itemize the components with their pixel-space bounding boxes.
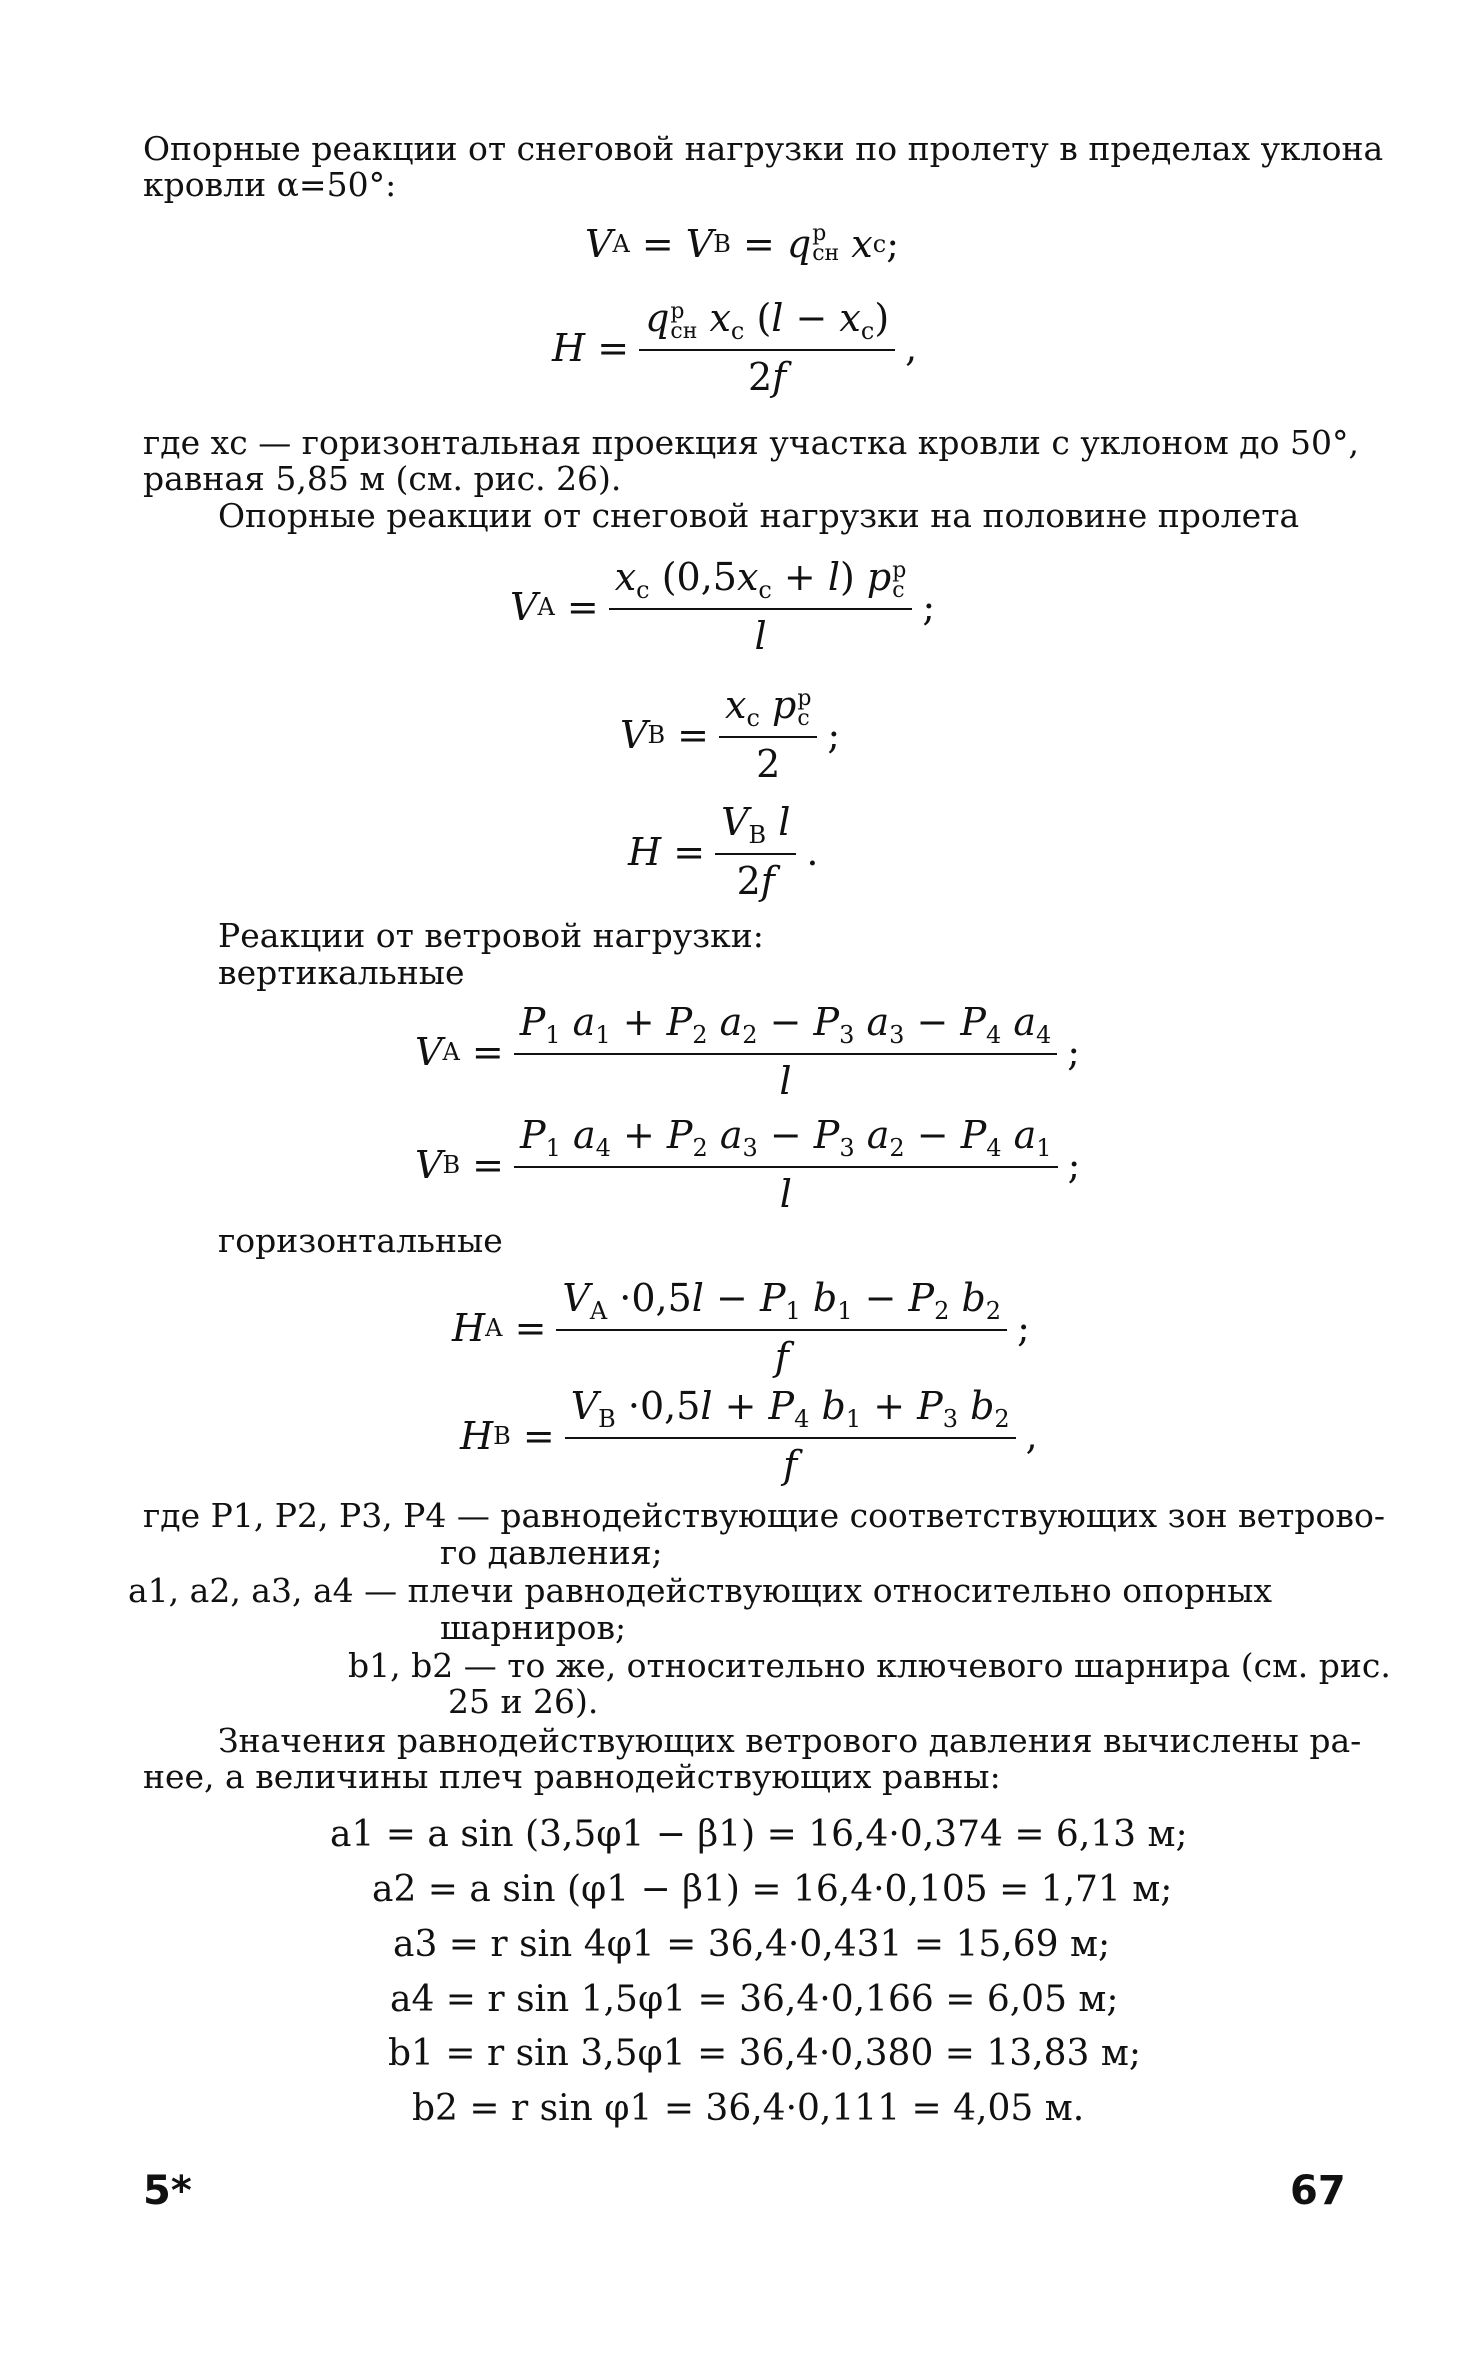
where-a-line2: шарниров; (440, 1608, 627, 1647)
where-b-line1: b1, b2 — то же, относительно ключевого шарнира (см. рис. (348, 1646, 1391, 1685)
formula-va-vb-snow: V A = V B = q р сн x с ; (585, 221, 899, 266)
formula-h-half: H = $\frac{V_B l}{2f}$ . (628, 800, 819, 903)
formula-b2: b2 = r sin φ1 = 36,4·0,111 = 4,05 м. (412, 2088, 1085, 2129)
paragraph-snow-half-span: Опорные реакции от снеговой нагрузки на половине пролета (218, 496, 1300, 535)
paragraph-snow-span-line1: Опорные реакции от снеговой нагрузки по пролету в пределах уклона (143, 129, 1384, 168)
where-p-line2: го давления; (440, 1533, 663, 1572)
page-number: 67 (1290, 2168, 1346, 2214)
formula-vb-half: V B = $x_с$ p р с 2 ; (620, 683, 841, 786)
paragraph-arm-values-line1: Значения равнодействующих ветрового давления вычислены ра- (218, 1721, 1362, 1760)
formula-a4: a4 = r sin 1,5φ1 = 36,4·0,166 = 6,05 м; (390, 1979, 1119, 2020)
where-p-line1: где P1, P2, P3, P4 — равнодействующие соответствующих зон ветрово- (143, 1496, 1385, 1535)
where-xc-line2: равная 5,85 м (см. рис. 26). (143, 459, 622, 498)
signature-mark: 5* (143, 2168, 192, 2214)
formula-ha-wind: H A = $\frac{V_A \cdot 0,5l - P_1 b_1 - P_2 b_2}{f}$ ; (452, 1276, 1030, 1379)
formula-b1: b1 = r sin 3,5φ1 = 36,4·0,380 = 13,83 м; (388, 2033, 1142, 2074)
formula-hb-wind: H B = $\frac{V_B \cdot 0,5l + P_4 b_1 + P_3 b_2}{f}$ , (460, 1384, 1038, 1487)
formula-va-wind: V A = $\frac{P_1 a_1 + P_2 a_2 - P_3 a_3 - P_4 a_4}{l}$ ; (415, 1000, 1081, 1103)
where-a-line1: a1, a2, a3, a4 — плечи равнодействующих относительно опорных (128, 1571, 1272, 1610)
where-b-line2: 25 и 26). (448, 1682, 599, 1721)
formula-h-snow: H = q р сн $x_с$ $(l - x_с)$ 2f , (552, 296, 918, 399)
where-xc-line1: где xc — горизонтальная проекция участка кровли с уклоном до 50°, (143, 423, 1359, 462)
paragraph-arm-values-line2: нее, а величины плеч равнодействующих равны: (143, 1757, 1001, 1796)
paragraph-snow-span-line2: кровли α=50°: (143, 165, 397, 204)
formula-a3: a3 = r sin 4φ1 = 36,4·0,431 = 15,69 м; (393, 1924, 1111, 1965)
formula-vb-wind: V B = $\frac{P_1 a_4 + P_2 a_3 - P_3 a_2 - P_4 a_1}{l}$ ; (415, 1113, 1081, 1216)
formula-a1: a1 = a sin (3,5φ1 − β1) = 16,4·0,374 = 6,13 м; (330, 1814, 1188, 1855)
label-horizontal: горизонтальные (218, 1221, 503, 1260)
formula-a2: a2 = a sin (φ1 − β1) = 16,4·0,105 = 1,71 м; (372, 1869, 1173, 1910)
formula-va-half: V A = $x_с$ $(0,5x_с + l)$ p р с l ; (510, 555, 936, 658)
paragraph-wind-reactions: Реакции от ветровой нагрузки: (218, 916, 764, 955)
label-vertical: вертикальные (218, 953, 465, 992)
